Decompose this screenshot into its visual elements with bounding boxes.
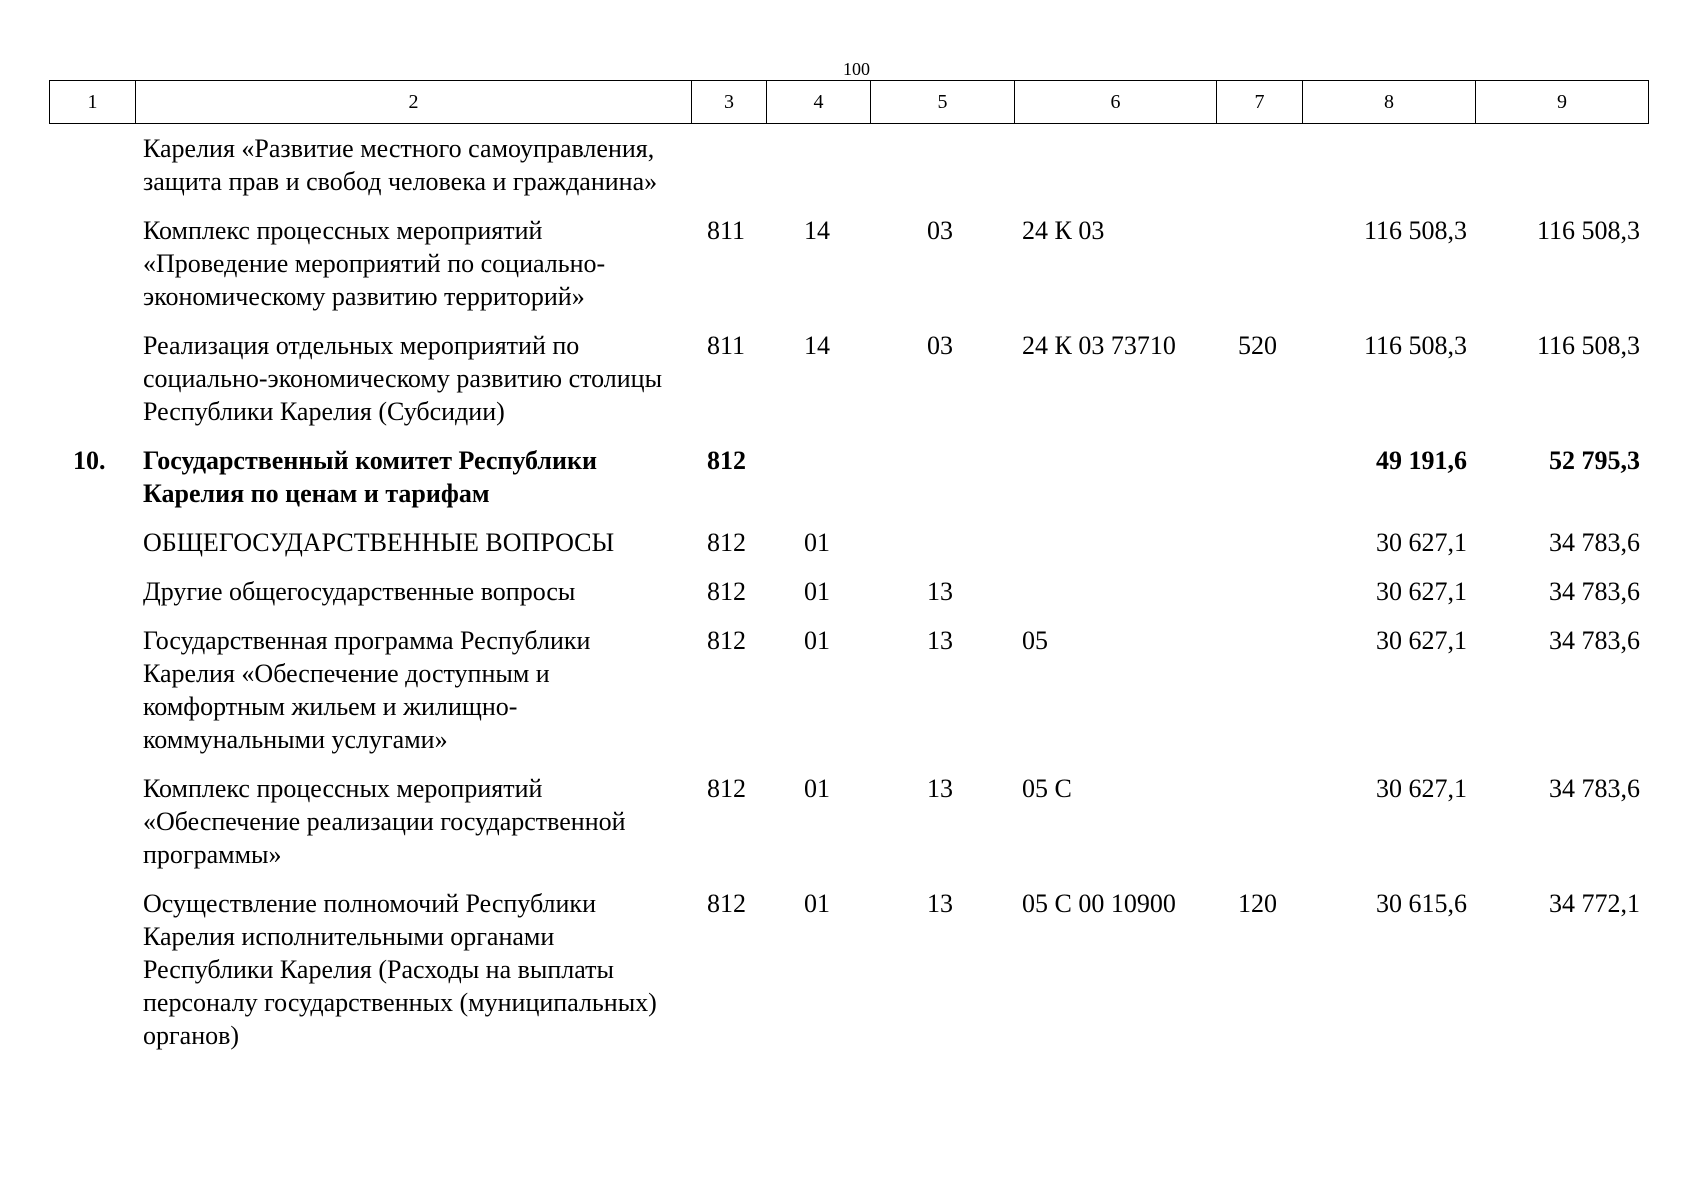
row-code-col4: 01 xyxy=(804,528,830,557)
row-code-col5 xyxy=(870,132,1014,214)
page-number: 100 xyxy=(843,59,870,79)
row-code-col7 xyxy=(1216,772,1302,887)
column-header-table xyxy=(49,80,1649,124)
row-number xyxy=(49,132,135,214)
column-header: 8 xyxy=(1303,81,1476,124)
row-amount-col9: 34 772,1 xyxy=(1549,889,1640,918)
row-name: Государственная программа Республики Карелия «Обеспечение доступным и комфортным жильем и жилищно-коммунальными услугами» xyxy=(143,626,591,754)
row-code-col5: 13 xyxy=(927,889,953,918)
row-number xyxy=(49,887,135,1068)
row-code-col3: 812 xyxy=(707,446,746,475)
row-name: Комплекс процессных мероприятий «Обеспечение реализации государственной программы» xyxy=(143,774,626,869)
row-amount-col8 xyxy=(1302,132,1475,214)
row-amount-col9: 116 508,3 xyxy=(1536,216,1640,245)
row-code-col3: 812 xyxy=(707,528,746,557)
table-row xyxy=(49,329,1648,444)
column-header: 1 xyxy=(50,81,136,124)
table-row xyxy=(49,575,1648,624)
table-row xyxy=(49,132,1648,214)
row-name: Карелия «Развитие местного самоуправления, защита прав и свобод человека и гражданина» xyxy=(143,134,658,196)
row-name: Реализация отдельных мероприятий по социально-экономическому развитию столицы Республики Карелия (Субсидии) xyxy=(143,331,663,426)
row-code-col4: 14 xyxy=(804,331,830,360)
row-code-col4: 01 xyxy=(804,774,830,803)
row-name: Комплекс процессных мероприятий «Проведение мероприятий по социально-экономическому развитию территорий» xyxy=(143,216,606,311)
column-header: 5 xyxy=(871,81,1015,124)
column-header-row xyxy=(50,81,1649,124)
row-code-col6: 05 С 00 10900 xyxy=(1022,889,1176,918)
row-code-col5: 13 xyxy=(927,577,953,606)
column-header: 3 xyxy=(692,81,767,124)
row-code-col7 xyxy=(1216,624,1302,772)
row-amount-col8: 30 615,6 xyxy=(1376,889,1467,918)
row-code-col4: 14 xyxy=(804,216,830,245)
row-amount-col8: 30 627,1 xyxy=(1376,577,1467,606)
column-header: 4 xyxy=(767,81,871,124)
row-name: ОБЩЕГОСУДАРСТВЕННЫЕ ВОПРОСЫ xyxy=(143,528,615,557)
row-code-col5: 03 xyxy=(927,216,953,245)
row-code-col6: 05 С xyxy=(1022,774,1072,803)
row-amount-col9: 34 783,6 xyxy=(1549,577,1640,606)
row-code-col7 xyxy=(1216,214,1302,329)
row-code-col3: 811 xyxy=(707,331,746,360)
row-amount-col8: 116 508,3 xyxy=(1363,331,1467,360)
row-amount-col9: 34 783,6 xyxy=(1549,528,1640,557)
row-code-col6: 05 xyxy=(1022,626,1048,655)
row-number xyxy=(49,772,135,887)
row-code-col6: 24 К 03 73710 xyxy=(1022,331,1176,360)
row-code-col4 xyxy=(766,132,870,214)
row-code-col7 xyxy=(1216,526,1302,575)
row-code-col4: 01 xyxy=(804,889,830,918)
table-row xyxy=(49,526,1648,575)
row-amount-col8: 30 627,1 xyxy=(1376,774,1467,803)
row-code-col3: 811 xyxy=(707,216,746,245)
row-amount-col9 xyxy=(1475,132,1648,214)
row-code-col6 xyxy=(1014,575,1216,624)
row-number xyxy=(49,575,135,624)
row-code-col7 xyxy=(1216,132,1302,214)
row-code-col7 xyxy=(1216,444,1302,526)
row-amount-col9: 34 783,6 xyxy=(1549,774,1640,803)
row-amount-col8: 49 191,6 xyxy=(1376,446,1467,475)
budget-table xyxy=(49,132,1648,1068)
column-header: 9 xyxy=(1476,81,1649,124)
row-code-col3: 812 xyxy=(707,626,746,655)
row-code-col3 xyxy=(691,132,766,214)
row-code-col7: 520 xyxy=(1238,331,1277,360)
row-code-col5 xyxy=(870,444,1014,526)
row-number xyxy=(49,624,135,772)
row-code-col5: 13 xyxy=(927,626,953,655)
row-amount-col8: 116 508,3 xyxy=(1363,216,1467,245)
row-amount-col9: 34 783,6 xyxy=(1549,626,1640,655)
table-row xyxy=(49,214,1648,329)
row-code-col5: 13 xyxy=(927,774,953,803)
table-row xyxy=(49,624,1648,772)
row-name: Государственный комитет Республики Карелия по ценам и тарифам xyxy=(143,446,597,508)
row-code-col4: 01 xyxy=(804,577,830,606)
row-number xyxy=(49,329,135,444)
row-code-col3: 812 xyxy=(707,774,746,803)
row-code-col6 xyxy=(1014,526,1216,575)
row-code-col6 xyxy=(1014,132,1216,214)
row-amount-col9: 116 508,3 xyxy=(1536,331,1640,360)
row-code-col5: 03 xyxy=(927,331,953,360)
row-name: Другие общегосударственные вопросы xyxy=(143,577,576,606)
row-code-col7 xyxy=(1216,575,1302,624)
row-number: 10. xyxy=(73,446,106,475)
row-amount-col9: 52 795,3 xyxy=(1549,446,1640,475)
row-code-col6 xyxy=(1014,444,1216,526)
row-code-col6: 24 К 03 xyxy=(1022,216,1105,245)
column-header: 7 xyxy=(1217,81,1303,124)
row-number xyxy=(49,214,135,329)
row-name: Осуществление полномочий Республики Карелия исполнительными органами Республики Карелия (Расходы на выплаты персоналу государственных (муниципальных) органов) xyxy=(143,889,657,1050)
row-code-col3: 812 xyxy=(707,577,746,606)
column-header: 2 xyxy=(136,81,692,124)
table-row xyxy=(49,444,1648,526)
column-header: 6 xyxy=(1015,81,1217,124)
row-number xyxy=(49,526,135,575)
row-amount-col8: 30 627,1 xyxy=(1376,626,1467,655)
row-code-col7: 120 xyxy=(1238,889,1277,918)
row-code-col4 xyxy=(766,444,870,526)
row-code-col3: 812 xyxy=(707,889,746,918)
row-amount-col8: 30 627,1 xyxy=(1376,528,1467,557)
table-row xyxy=(49,772,1648,887)
row-code-col5 xyxy=(870,526,1014,575)
table-row xyxy=(49,887,1648,1068)
row-code-col4: 01 xyxy=(804,626,830,655)
